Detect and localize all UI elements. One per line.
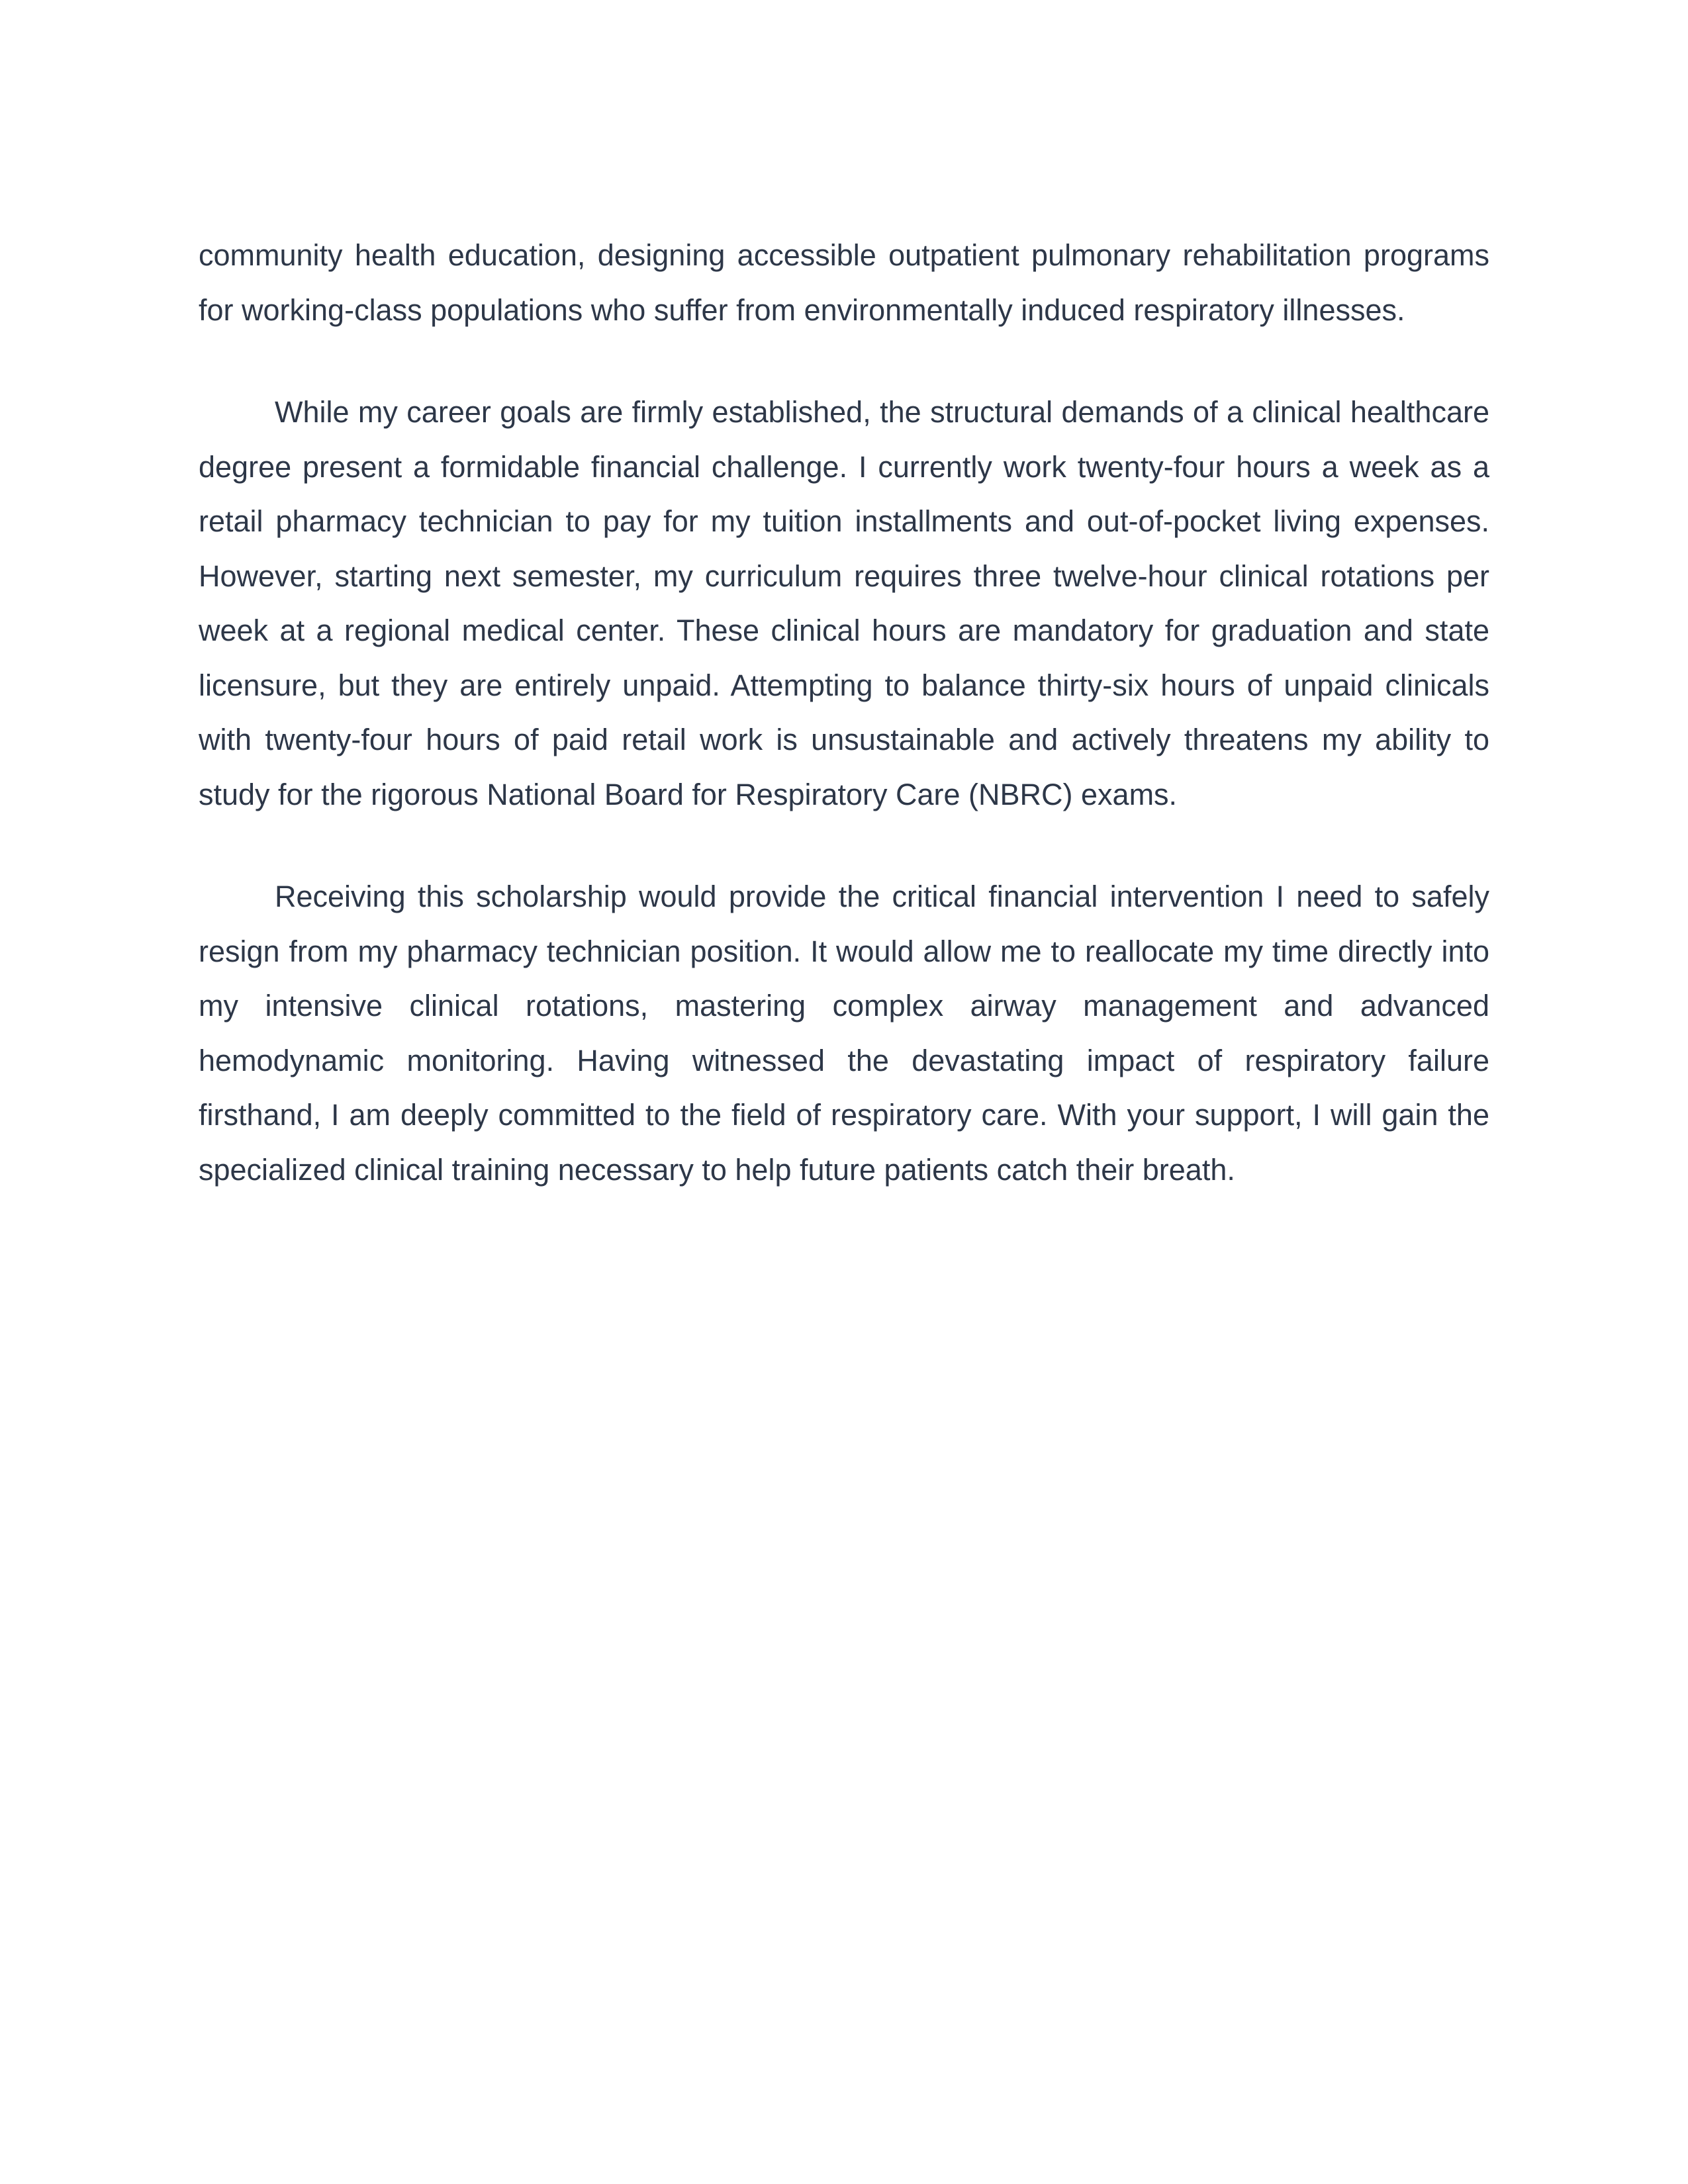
paragraph-financial-challenge: While my career goals are firmly established, the structural demands of a clinical healthcare degree present a formidable financial challenge. I currently work twenty-four hours a week as a retail pharmacy technician to pay for my tuition installments and out-of-pocket living expenses. However, starting next semester, my curriculum requires three twelve-hour clinical rotations per week at a regional medical center. These clinical hours are mandatory for graduation and state licensure, but they are entirely unpaid. Attempting to balance thirty-six hours of unpaid clinicals with twenty-four hours of paid retail work is unsustainable and actively threatens my ability to study for the rigorous National Board for Respiratory Care (NBRC) exams. <box>199 395 1489 811</box>
paragraph-continuation: community health education, designing accessible outpatient pulmonary rehabilitation programs for working-class populations who suffer from environmentally induced respiratory illnesses. <box>199 238 1489 327</box>
paragraph-scholarship-impact: Receiving this scholarship would provide the critical financial intervention I need to safely resign from my pharmacy technician position. It would allow me to reallocate my time directly into my intensive clinical rotations, mastering complex airway management and advanced hemodynamic monitoring. Having witnessed the devastating impact of respiratory failure firsthand, I am deeply committed to the field of respiratory care. With your support, I will gain the specialized clinical training necessary to help future patients catch their breath. <box>199 880 1489 1187</box>
document-page <box>199 228 1489 1245</box>
